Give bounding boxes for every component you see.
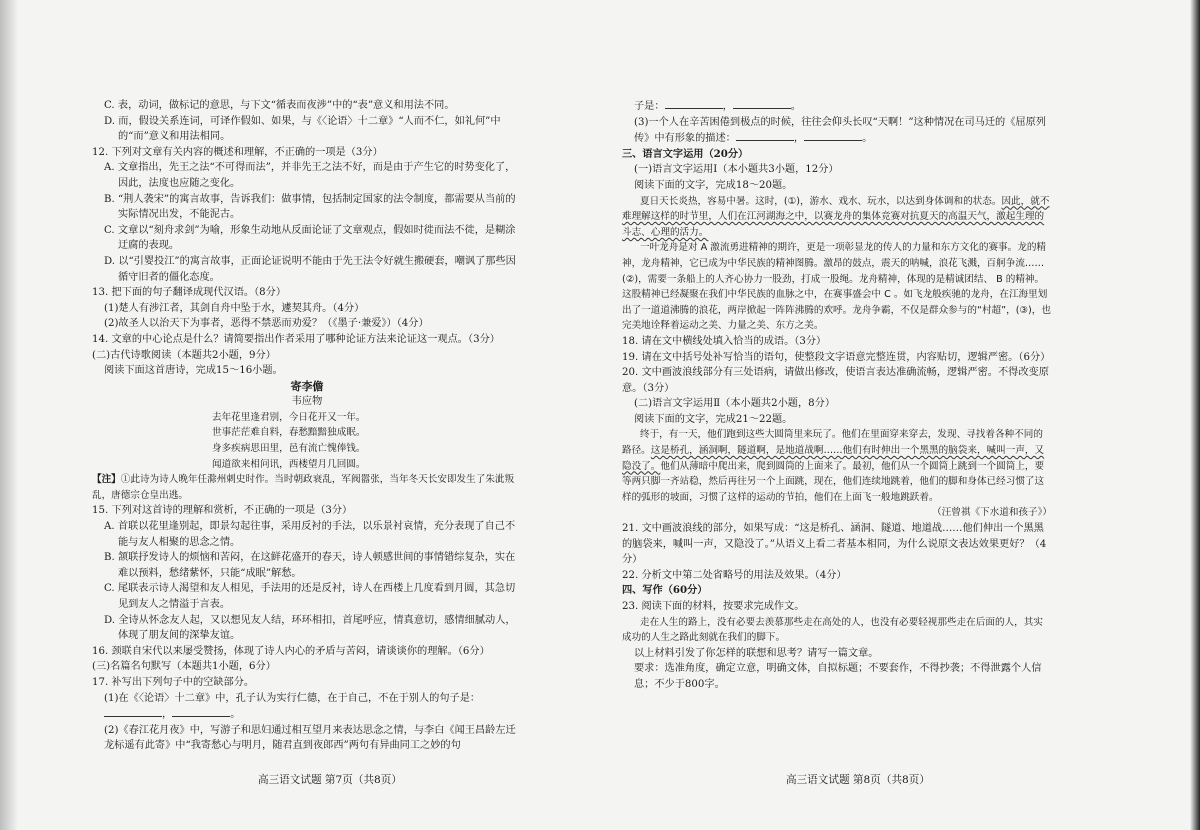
question-18: 18. 请在文中横线处填入恰当的成语。（3分） [622, 335, 827, 347]
question-17-3-text: (3)一个人在辛苦困倦到极点的时候，往往会仰头长叹“天啊！”这种情况在司马迁的《屈原列传》中有形象的描述： [634, 116, 1046, 145]
question-23: 23. 阅读下面的材料，按要求完成作文。 [622, 601, 805, 612]
option-12c: C. 文章以“刻舟求剑”为喻，形象生动地从反面论证了文章观点，假如时徙而法不徙，是糊涂迂腐的表现。 [104, 224, 516, 252]
poetry-instruction: 阅读下面这首唐诗，完成15～16小题。 [104, 365, 283, 377]
section-dictation-heading: (三)名篇名句默写（本题共1小题，6分） [92, 661, 276, 673]
subsection-2-instruction: 阅读下面的文字，完成21～22题。 [634, 413, 793, 425]
question-15: 15. 下列对这首诗的理解和赏析，不正确的一项是（3分） [92, 505, 353, 517]
question-17-2-end: 子是： ， 。 [622, 98, 1052, 115]
writing-prompt: 以上材料引发了你怎样的联想和思考？请写一篇文章。 [634, 647, 879, 659]
passage-source: （汪曾祺《下水道和孩子》） [932, 507, 1052, 519]
passage-3-text-end: 他们从薄暗中爬出来，爬到圆筒的上面来了。最初，他们从一个圆筒上跳到一个圆筒上，要等两只脚一齐站稳，然后再往另一个上面跳，现在，他们连续地跳着，他们的脚和身体已经习惯了这样的弧形的坡面，习惯了这样的运动的节拍，他们在上面飞一般地跳跃着。 [622, 460, 1045, 503]
writing-material: 走在人生的路上，没有必要去羡慕那些走在高处的人，也没有必要轻视那些走在后面的人，其实成功的人生之路此刻就在我们的脚下。 [622, 616, 1043, 644]
poem-line-3: 身多疾病思田里，邑有流亡愧俸钱。 [212, 443, 366, 455]
question-20: 20. 文中画波浪线部分有三处语病，请做出修改，使语言表达准确流畅，逻辑严密。不得改变原意。（3分） [622, 367, 1049, 394]
note-label: 【注】 [92, 474, 121, 486]
poem-note [92, 472, 522, 503]
question-17-3: (3)一个人在辛苦困倦到极点的时候，往往会仰头长叹“天啊！”这种情况在司马迁的《屈原列传》中有形象的描述： ， 。 [634, 116, 1046, 145]
passage-1-text: 夏日天长炎热，容易中暑。这时，(①)，游水、戏水、玩水，以达到身体调和的状态。 [640, 195, 1002, 207]
question-22: 22. 分析文中第二处省略号的用法及效果。（4分） [622, 569, 847, 581]
question-17-1-text: (1)在《〈论语〉十二章》中，孔子认为实行仁德，在于自己，不在于别人的句子是： [104, 692, 481, 704]
question-17-2-end-text: 子是： [634, 101, 665, 112]
poem-title: 寄李儋 [290, 379, 324, 393]
answer-blank[interactable] [733, 98, 791, 109]
poem-line-1: 去年花里逢君别，今日花开又一年。 [212, 411, 366, 423]
question-13-2: (2)故圣人以治天下为事者，恶得不禁恶而劝爱？（《墨子·兼爱》）（4分） [104, 318, 429, 330]
section-language-heading: 三、语言文字运用（20分） [622, 147, 749, 160]
question-17-1: (1)在《〈论语〉十二章》中，孔子认为实行仁德，在于自己，不在于别人的句子是：， 。 [104, 692, 481, 721]
option-12a: A. 文章指出，先王之法“不可得而法”，并非先王之法不好，而是由于产生它的时势变化了，因此，法度也应随之变化。 [104, 162, 516, 189]
writing-requirements: 要求：选准角度，确定立意，明确文体，自拟标题；不要套作，不得抄袭；不得泄露个人信息；不少于800字。 [634, 663, 1042, 690]
option-15a: A. 首联以花里逢别起，即景勾起往事，采用反衬的手法，以乐景衬哀情，充分表现了自己不能与友人相聚的思念之情。 [104, 521, 516, 548]
question-16: 16. 颈联自宋代以来屡受赞扬，体现了诗人内心的矛盾与苦闷，请谈谈你的理解。（6分） [92, 645, 490, 657]
option-12d: D. 以“引婴投江”的寓言故事，正面论证说明不能由于先王法令好就生搬硬套，嘲讽了那些因循守旧者的僵化态度。 [104, 255, 516, 283]
section-writing-heading: 四、写作（60分） [622, 584, 708, 597]
passage-paragraph-1 [622, 194, 1052, 241]
subsection-1-heading: (一)语言文字运用Ⅰ（本小题共3小题，12分） [634, 164, 839, 176]
passage-1-wavy-text: 因此，就不难理解这样的时节里，人们在江河湖海之中，以赛龙舟的集体竞赛对抗夏天的高温天气，激起生理的斗志、心理的活力。 [622, 195, 1050, 238]
poem-author: 韦应物 [291, 396, 323, 408]
page-7-footer: 高三语文试题 第7页（共8页） [258, 774, 402, 786]
question-13: 13. 把下面的句子翻译成现代汉语。（8分） [92, 287, 287, 299]
question-21: 21. 文中画波浪线的部分，如果写成：“这是桥孔、涵洞、隧道、地道战……他们伸出一个黑黑的脑袋来，喊叫一声，又隐没了。”从语义上看二者基本相同，为什么说原文表达效果更好？（4分） [622, 523, 1047, 566]
page-8-footer: 高三语文试题 第8页（共8页） [786, 774, 930, 786]
scan-edge-left [0, 0, 18, 830]
subsection-2-heading: (二)语言文字运用Ⅱ（本小题共2小题，8分） [634, 398, 836, 410]
option-15d: D. 全诗从怀念友人起，又以想见友人结，环环相扣，首尾呼应，情真意切，感情细腻动人，体现了朋友间的深挚友谊。 [104, 614, 516, 642]
page-8-column [622, 98, 1052, 693]
poem-line-2: 世事茫茫难自料，春愁黯黯独成眠。 [212, 427, 366, 439]
page-7-column [92, 98, 522, 754]
scan-edge-right [1190, 0, 1200, 830]
option-12b: B. “荆人袭宋”的寓言故事，告诉我们：做事情，包括制定国家的法令制度，都需要从当前的实际情况出发，不能泥古。 [104, 193, 516, 221]
option-15b: B. 颔联抒发诗人的烦恼和苦闷，在这鲜花盛开的春天，诗人顿感世间的事情错综复杂，实在难以预料，愁绪紫怀，只能“成眠”解愁。 [104, 552, 516, 579]
answer-blank[interactable] [736, 130, 794, 141]
poem-line-4: 闻道欲来相问讯，西楼望月几回圆。 [212, 458, 366, 470]
question-13-1: (1)楚人有涉江者，其剑自舟中坠于水，遽契其舟。（4分） [104, 302, 365, 314]
question-19: 19. 请在文中括号处补写恰当的语句，使整段文字语意完整连贯，内容贴切，逻辑严密。（6分） [622, 351, 1051, 363]
note-text: ①此诗为诗人晚年任滁州刺史时作。当时朝政衰乱，军阀嚣张，当年冬天长安即发生了朱泚叛乱，唐德宗仓皇出逃。 [92, 474, 515, 501]
section-poetry-heading: (二)古代诗歌阅读（本题共2小题，9分） [92, 349, 276, 361]
passage-paragraph-3 [622, 427, 1052, 505]
question-14: 14. 文章的中心论点是什么？请简要指出作者采用了哪种论证方法来论证这一观点。（3分） [92, 333, 500, 345]
answer-blank[interactable] [104, 706, 162, 717]
option-11c: C. 表，动词，做标记的意思，与下文“循表而夜涉”中的“表”意义和用法不同。 [104, 100, 455, 111]
option-15c: C. 尾联表示诗人渴望和友人相见，手法用的还是反衬，诗人在西楼上几度看到月圆，其急切见到友人之情溢于言表。 [104, 583, 516, 610]
passage-paragraph-2: 一叶龙舟是对 A 激流勇进精神的期许，更是一项彰显龙的传人的力量和东方文化的赛事。龙的精神，龙舟精神，它已成为中华民族的精神图腾。激昂的鼓点，震天的呐喊，浪花飞溅，百舸争流……(②)，需要一条船上的人齐心协力一股劲，打成一股绳。龙舟精神，体现的是精诚团结、 B 的精神。这股精神已经凝聚在我们中华民族的血脉之中，在赛事盛会中 C 。如飞龙般疾驰的龙舟，在江海里划出了一道道沸腾的浪花，两岸掀起一阵阵沸腾的欢呼。龙舟争霸，不仅是群众参与的“村超”，(③)，也完美地诠释着运动之美、力量之美、东方之美。 [622, 242, 1051, 332]
answer-blank[interactable] [804, 130, 862, 141]
question-12: 12. 下列对文章有关内容的概述和理解，不正确的一项是（3分） [92, 146, 383, 158]
option-11d: D. 而，假设关系连词，可译作假如、如果，与《〈论语〉十二章》“人而不仁，如礼何”中的“而”意义和用法相同。 [104, 115, 501, 143]
answer-blank[interactable] [172, 706, 230, 717]
passage-3-text: 终于，有一天，他们跑到这些大圆筒里来玩了。他们在里面穿来穿去，发现、寻找着各种不同的路径。 [622, 429, 1043, 457]
passage-3-wavy-text: 这是桥孔，涵洞啊，隧道啊，是地道战啊……他们有时伸出一个黑黑的脑袋来，喊叫一声，又隐没了。 [622, 445, 1045, 472]
question-17: 17. 补写出下列句子中的空缺部分。 [92, 676, 255, 688]
subsection-1-instruction: 阅读下面的文字，完成18～20题。 [634, 179, 793, 191]
question-17-2: (2)《春江花月夜》中，写游子和思妇通过相互望月来表达思念之情，与李白《闻王昌龄左迁龙标遥有此寄》中“我寄愁心与明月，随君直到夜郎西”两句有异曲同工之妙的句 [104, 724, 516, 752]
answer-blank[interactable] [665, 98, 723, 109]
